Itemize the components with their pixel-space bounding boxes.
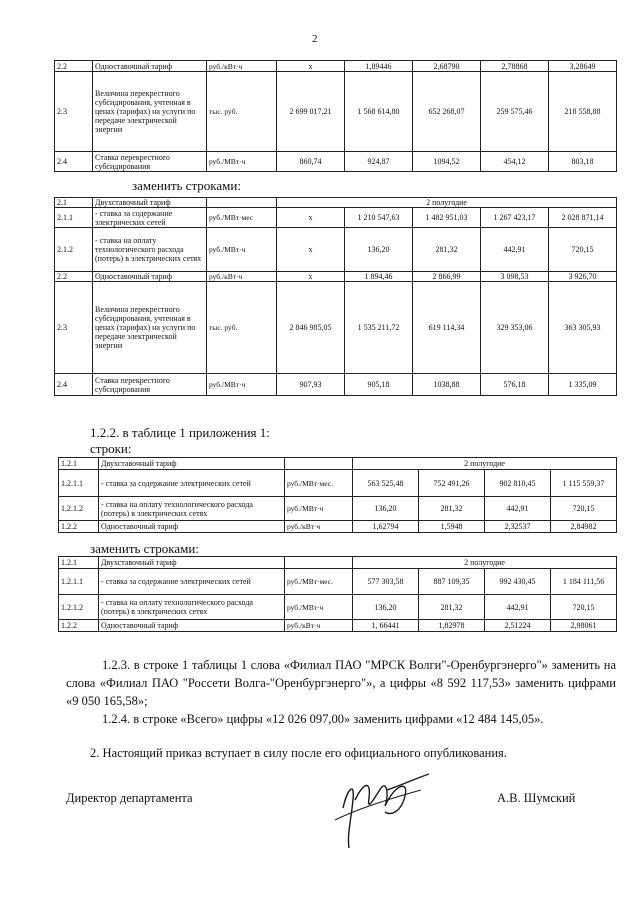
table-cell: 1.2.1.1 (59, 569, 99, 595)
table-cell: 442,91 (485, 497, 551, 521)
table-cell: 902 810,45 (485, 470, 551, 497)
table-cell: 281,32 (413, 228, 481, 272)
table-cell: 442,91 (481, 228, 549, 272)
table-cell: Ставка перекрестного субсидирования (93, 152, 207, 172)
table-cell: 803,18 (549, 152, 617, 172)
table-d (58, 556, 617, 632)
table-cell: 136,20 (353, 595, 419, 620)
table-cell: 2 полугодие (353, 557, 617, 569)
table-cell: 652 268,07 (413, 72, 481, 152)
table-cell: 2 028 871,14 (549, 208, 617, 228)
table-cell: 1 115 559,37 (551, 470, 617, 497)
table-cell: 576,18 (481, 374, 549, 396)
table-cell: 1 335,09 (549, 374, 617, 396)
table-cell: x (277, 208, 345, 228)
table-cell: руб./МВт·мес (207, 208, 277, 228)
table-row (59, 620, 617, 632)
table-cell: 1,62794 (353, 521, 419, 533)
table-cell (207, 198, 277, 208)
table-cell: 887 109,35 (419, 569, 485, 595)
table-cell: 2,84982 (551, 521, 617, 533)
table-cell: 363 305,93 (549, 282, 617, 374)
table-cell: Одноставочный тариф (93, 61, 207, 72)
signer-title: Директор департамента (66, 791, 193, 805)
table-cell: 2,98061 (551, 620, 617, 632)
table-cell: 992 430,45 (485, 569, 551, 595)
table-cell: 442,91 (485, 595, 551, 620)
table-row (55, 208, 617, 228)
table-cell: тыс. руб. (207, 282, 277, 374)
replace-label-1: заменить строками: (132, 178, 241, 193)
table-cell: - ставка на оплату технологического расхода (потерь) в электрических сетях (99, 497, 285, 521)
table-cell: 2,68790 (413, 61, 481, 72)
table-cell: 924,87 (345, 152, 413, 172)
table-cell (285, 557, 353, 569)
table-row (59, 497, 617, 521)
table-cell: Одноставочный тариф (99, 620, 285, 632)
table-cell: 2,51224 (485, 620, 551, 632)
table-cell: - ставка за содержание электрических сетей (99, 470, 285, 497)
table-cell: 619 114,34 (413, 282, 481, 374)
table-cell: Величина перекрестного субсидирования, учтенная в ценах (тарифах) на услуги по передаче электрической энергии (93, 72, 207, 152)
table-cell: 281,32 (419, 595, 485, 620)
table-cell: - ставка за содержание электрических сетей (93, 208, 207, 228)
table-row (59, 569, 617, 595)
table-cell: 2 полугодие (277, 198, 617, 208)
table-cell: 2.1.1 (55, 208, 93, 228)
table-cell: руб./МВт·ч (285, 497, 353, 521)
table-row (55, 61, 617, 72)
table-cell: 3 098,53 (481, 272, 549, 282)
table-cell: 1 267 423,17 (481, 208, 549, 228)
table-cell: 720,15 (551, 595, 617, 620)
table-cell: 1.2.1.1 (59, 470, 99, 497)
table-cell: 1.2.2 (59, 521, 99, 533)
table-cell: 1038,88 (413, 374, 481, 396)
table-cell: 2.1.2 (55, 228, 93, 272)
table-row (55, 282, 617, 374)
table-cell: 2 866,99 (413, 272, 481, 282)
paragraph-123: 1.2.3. в строке 1 таблицы 1 слова «Филиал ПАО "МРСК Волги"-Оренбургэнерго"» заменить на слова «Филиал ПАО "Россети Волга-"Оренбургэнерго"», а цифры «8 592 117,53» заменить цифрами «9 050 165,58»; (66, 658, 616, 708)
signature-icon (325, 760, 435, 850)
table-cell: x (277, 61, 345, 72)
signer-name: А.В. Шумский (497, 791, 576, 805)
table-cell: 1,82978 (419, 620, 485, 632)
table-cell: 259 575,46 (481, 72, 549, 152)
table-cell: 1.2.2 (59, 620, 99, 632)
table-cell: 3 926,70 (549, 272, 617, 282)
table-cell: руб./кВт·ч (285, 620, 353, 632)
table-cell: 329 353,06 (481, 282, 549, 374)
table-cell: 720,15 (549, 228, 617, 272)
table-cell: тыс. руб. (207, 72, 277, 152)
table-cell: руб./кВт·ч (285, 521, 353, 533)
table-cell: 907,93 (277, 374, 345, 396)
table-cell: 2 полугодие (353, 458, 617, 470)
table-cell: 1 210 547,63 (345, 208, 413, 228)
table-cell: Двухставочный тариф (99, 557, 285, 569)
table-row (59, 595, 617, 620)
table-cell: 2.2 (55, 61, 93, 72)
table-row (55, 198, 617, 208)
table-cell: x (277, 272, 345, 282)
table-c (58, 457, 617, 533)
table-cell: 905,18 (345, 374, 413, 396)
table-cell: 2.2 (55, 272, 93, 282)
table-cell: 2,78868 (481, 61, 549, 72)
table-cell: - ставка на оплату технологического расхода (потерь) в электрических сетях (99, 595, 285, 620)
table-cell: 860,74 (277, 152, 345, 172)
table-cell: 454,12 (481, 152, 549, 172)
table-cell: x (277, 228, 345, 272)
rows-label: строки: (90, 441, 132, 456)
table-cell: - ставка на оплату технологического расхода (потерь) в электрических сетях (93, 228, 207, 272)
table-b (54, 197, 617, 396)
table-cell: 1,89446 (345, 61, 413, 72)
table-row (55, 152, 617, 172)
table-row (55, 272, 617, 282)
table-cell: Одноставочный тариф (99, 521, 285, 533)
table-a (54, 60, 617, 172)
table-cell: Одноставочный тариф (93, 272, 207, 282)
table-row (59, 521, 617, 533)
table-cell: руб./МВт·ч (285, 595, 353, 620)
table-cell: 136,20 (345, 228, 413, 272)
page-number: 2 (312, 33, 318, 45)
table-cell: Двухставочный тариф (99, 458, 285, 470)
table-cell: руб./кВт·ч (207, 272, 277, 282)
table-cell: 752 491,26 (419, 470, 485, 497)
table-row (55, 228, 617, 272)
table-cell: 1.2.1.2 (59, 595, 99, 620)
table-cell: 1,5948 (419, 521, 485, 533)
table-cell: 2 699 017,21 (277, 72, 345, 152)
table-cell: 1.2.1 (59, 557, 99, 569)
table-cell: 1.2.1 (59, 458, 99, 470)
table-row (59, 557, 617, 569)
table-cell: 1.2.1.2 (59, 497, 99, 521)
table-cell: 218 558,88 (549, 72, 617, 152)
table-cell: 720,15 (551, 497, 617, 521)
table-cell: 1 184 111,56 (551, 569, 617, 595)
table-cell: руб./МВт·мес. (285, 470, 353, 497)
table-cell: 563 525,48 (353, 470, 419, 497)
table-cell: 1 535 211,72 (345, 282, 413, 374)
table-cell: 1 894,46 (345, 272, 413, 282)
table-cell: 3,28649 (549, 61, 617, 72)
table-cell: 2.4 (55, 152, 93, 172)
table-cell: 577 303,58 (353, 569, 419, 595)
paragraph-124: 1.2.4. в строке «Всего» цифры «12 026 097,00» заменить цифрами «12 484 145,05». (102, 712, 544, 726)
table-cell: руб./МВт·ч (207, 228, 277, 272)
table-cell: 1094,52 (413, 152, 481, 172)
table-cell: - ставка за содержание электрических сетей (99, 569, 285, 595)
replace-label-2: заменить строками: (90, 541, 199, 556)
table-cell: руб./кВт·ч (207, 61, 277, 72)
section-122: 1.2.2. в таблице 1 приложения 1: (90, 425, 270, 440)
paragraph-2: 2. Настоящий приказ вступает в силу после его официального опубликования. (90, 746, 507, 760)
table-cell: 2.3 (55, 282, 93, 374)
table-cell: 1 482 951,03 (413, 208, 481, 228)
table-cell: Величина перекрестного субсидирования, учтенная в ценах (тарифах) на услуги по передаче электрической энергии (93, 282, 207, 374)
table-cell: 2,32537 (485, 521, 551, 533)
table-cell: 1 568 614,80 (345, 72, 413, 152)
table-cell: руб./МВт·ч (207, 152, 277, 172)
table-row (55, 374, 617, 396)
table-cell (285, 458, 353, 470)
table-cell: 2.3 (55, 72, 93, 152)
table-cell: 2 846 985,05 (277, 282, 345, 374)
table-row (55, 72, 617, 152)
table-cell: 1, 66441 (353, 620, 419, 632)
table-cell: 2.4 (55, 374, 93, 396)
table-cell: 2.1 (55, 198, 93, 208)
table-cell: 136,20 (353, 497, 419, 521)
table-row (59, 458, 617, 470)
table-cell: руб./МВт·ч (207, 374, 277, 396)
table-row (59, 470, 617, 497)
table-cell: руб./МВт·мес. (285, 569, 353, 595)
table-cell: Ставка перекрестного субсидирования (93, 374, 207, 396)
table-cell: Двухставочный тариф (93, 198, 207, 208)
table-cell: 281,32 (419, 497, 485, 521)
